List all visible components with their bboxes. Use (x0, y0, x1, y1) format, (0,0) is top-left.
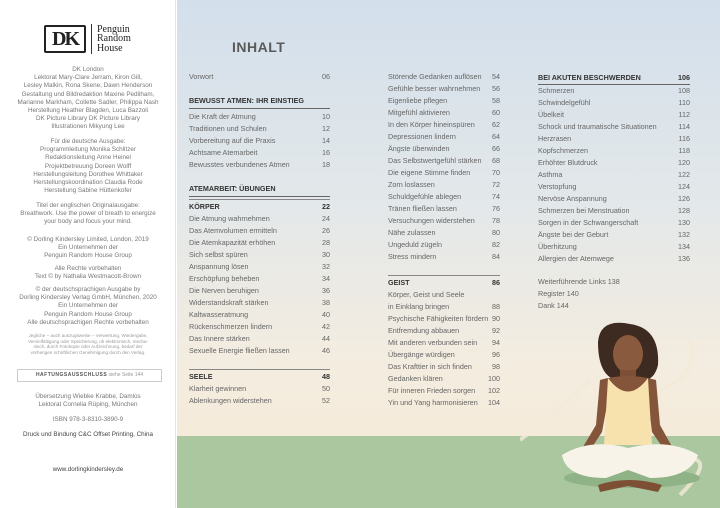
entry-title: Achtsame Atemarbeit (189, 148, 258, 157)
entry-title: Asthma (538, 170, 563, 179)
imprint-line: © der deutschsprachigen Ausgabe by (35, 286, 141, 293)
toc-entry[interactable] (538, 193, 690, 205)
entry-page: 10 (322, 112, 330, 121)
imprint-line: Titel der englischen Originalausgabe: (36, 202, 140, 209)
toc-entry[interactable]: Dank 144 (538, 301, 569, 310)
toc-entry[interactable] (388, 179, 500, 191)
entry-title: Ablenkungen widerstehen (189, 396, 272, 405)
toc-entry[interactable] (388, 373, 500, 385)
entry-title: Schmerzen (538, 86, 575, 95)
entry-page: 116 (678, 134, 690, 143)
entry-page: 58 (492, 96, 500, 105)
imprint-line: Lektorat Mary-Clare Jerram, Kiron Gill, (34, 74, 142, 82)
entry-page: 134 (678, 242, 690, 251)
penguin-random-house-logo: Penguin Random House (97, 23, 131, 54)
entry-page: 132 (678, 230, 690, 239)
entry-title: Traditionen und Schulen (189, 124, 267, 133)
end-links (538, 276, 620, 312)
entry-page: 74 (492, 192, 500, 201)
entry-page: 100 (488, 374, 500, 383)
imprint-line: © Dorling Kindersley Limited, London, 2019 (27, 236, 149, 243)
entry-page: 36 (322, 286, 330, 295)
disclaimer-box: HAFTUNGSAUSSCHLUSS siehe Seite 144 (17, 369, 162, 382)
toc-entry[interactable] (388, 251, 500, 263)
imprint-line: Alle Rechte vorbehalten (54, 265, 122, 272)
imprint-line: Für die deutsche Ausgabe: (50, 138, 126, 145)
toc-entry[interactable] (538, 133, 690, 145)
imprint-line: Projektbetreuung Doreen Wolff (44, 162, 132, 170)
toc-entry[interactable] (189, 159, 330, 171)
entry-page: 52 (322, 396, 330, 405)
toc-column-3 (538, 71, 690, 265)
toc-entry[interactable] (388, 83, 500, 95)
imprint-line: Penguin Random House Group (44, 252, 132, 260)
toc-entry[interactable] (388, 337, 500, 349)
entry-title: Erschöpfung beheben (189, 274, 260, 283)
toc-entry[interactable] (388, 143, 500, 155)
toc-entry[interactable] (189, 111, 330, 123)
toc-entry[interactable] (189, 249, 330, 261)
toc-entry[interactable] (538, 241, 690, 253)
toc-entry[interactable] (388, 71, 500, 83)
entry-title: Das Selbstwertgefühl stärken (388, 156, 482, 165)
entry-title: Übelkeit (538, 110, 564, 119)
toc-entry[interactable] (388, 325, 500, 337)
toc-entry[interactable] (388, 361, 500, 373)
toc-entry[interactable] (388, 203, 500, 215)
entry-title: Mit anderen verbunden sein (388, 338, 478, 347)
translation-credits (4, 393, 172, 409)
entry-page: 60 (492, 108, 500, 117)
entry-title: Sorgen in der Schwangerschaft (538, 218, 639, 227)
entry-page: 94 (492, 338, 500, 347)
entry-title: Stress mindern (388, 252, 437, 261)
entry-page: 122 (678, 170, 690, 179)
entry-page: 26 (322, 226, 330, 235)
entry-title: Ängste überwinden (388, 144, 450, 153)
entry-page: 112 (678, 110, 690, 119)
entry-page: 44 (322, 334, 330, 343)
entry-page: 12 (322, 124, 330, 133)
toc-entry[interactable] (189, 285, 330, 297)
entry-page: 18 (322, 160, 330, 169)
toc-entry[interactable] (388, 397, 500, 409)
dk-logo: DK (44, 25, 86, 53)
entry-page: 126 (678, 194, 690, 203)
website-link[interactable]: www.dorlingkindersley.de (52, 466, 124, 473)
imprint-line: Jegliche – auch auszugsweise – Verwertung, Wiedergabe, (28, 333, 148, 338)
entry-title: Mitgefühl aktivieren (388, 108, 450, 117)
entry-page: 64 (492, 132, 500, 141)
entry-page: 128 (678, 206, 690, 215)
imprint-line: nisch, durch Fotokopie oder Aufzeichnung, bedarf der (33, 344, 143, 349)
entry-title: Yin und Yang harmonisieren (388, 398, 478, 407)
toc-entry[interactable] (538, 145, 690, 157)
entry-title: Depressionen lindern (388, 132, 456, 141)
entry-title: Tränen fließen lassen (388, 204, 457, 213)
imprint-line: Herstellung Sabine Hüttenkofer (44, 187, 132, 195)
entry-title: Ängste bei der Geburt (538, 230, 609, 239)
toc-entry[interactable] (388, 155, 500, 167)
entry-page: 46 (322, 346, 330, 355)
toc-entry[interactable] (388, 227, 500, 239)
toc-entry[interactable] (538, 97, 690, 109)
entry-page: 136 (678, 254, 690, 263)
entry-page: 62 (492, 120, 500, 129)
entry-page: 90 (492, 314, 500, 323)
imprint-line: DK Picture Library DK Picture Library (36, 115, 140, 123)
toc-entry[interactable] (189, 147, 330, 159)
entry-page: 40 (322, 310, 330, 319)
entry-page: 50 (322, 384, 330, 393)
toc-entry[interactable] (538, 85, 690, 97)
entry-title: Die eigene Stimme finden (388, 168, 471, 177)
entry-title: Bewusstes verbundenes Atmen (189, 160, 290, 169)
toc-entry[interactable] (189, 213, 330, 225)
entry-page: 80 (492, 228, 500, 237)
imprint-line: Lektorat Cornelia Rüping, München (38, 401, 138, 409)
imprint-line: Breathwork. Use the power of breath to energize (20, 210, 156, 218)
toc-entry[interactable] (388, 167, 500, 179)
imprint-line: Ein Unternehmen der (58, 302, 118, 310)
toc-entry[interactable] (538, 217, 690, 229)
toc-entry[interactable] (189, 309, 330, 321)
entry-title: Versuchungen widerstehen (388, 216, 475, 225)
toc-entry[interactable] (189, 395, 330, 407)
entry-title: Vorbereitung auf die Praxis (189, 136, 276, 145)
entry-title: Das Atemvolumen ermitteln (189, 226, 277, 235)
toc-entry[interactable]: Weiterführende Links 138 (538, 277, 620, 286)
toc-entry[interactable] (538, 229, 690, 241)
toc-entry[interactable] (388, 107, 500, 119)
imprint-line: Herstellung Heather Blagden, Luca Bazzoli (27, 107, 149, 115)
entry-page: 38 (322, 298, 330, 307)
toc-entry[interactable] (538, 181, 690, 193)
chapter-heading[interactable]: SEELE 48 (189, 369, 330, 383)
entry-page: 120 (678, 158, 690, 167)
entry-title: Störende Gedanken auflösen (388, 72, 482, 81)
entry-page: 96 (492, 350, 500, 359)
imprint-line: Marianne Markham, Collette Sadler, Philippa Nash (17, 98, 159, 106)
toc-entry[interactable] (189, 345, 330, 357)
toc-entry[interactable] (189, 273, 330, 285)
entry-title: Zorn loslassen (388, 180, 435, 189)
chapter-heading[interactable]: GEIST 86 (388, 275, 500, 289)
imprint-line: Lesley Malkin, Rona Skene, Dawn Henderson (23, 82, 153, 90)
imprint-line: Programmleitung Monika Schlitzer (40, 146, 136, 154)
imprint-line: vorherigen schriftlichen Genehmigung durch den Verlag. (30, 349, 146, 355)
entry-title: Schuldgefühle ablegen (388, 192, 462, 201)
entry-title: Gedanken klären (388, 374, 443, 383)
publisher-logo (44, 24, 131, 54)
entry-page: 34 (322, 274, 330, 283)
toc-entry[interactable] (189, 123, 330, 135)
entry-page: 98 (492, 362, 500, 371)
entry-title: Überhitzung (538, 242, 577, 251)
toc-entry[interactable]: Vorwort 06 (189, 72, 330, 81)
toc-entry[interactable] (388, 215, 500, 227)
entry-title: Gefühle besser wahrnehmen (388, 84, 481, 93)
imprint-line: Penguin Random House Group (44, 310, 132, 318)
entry-title: Sich selbst spüren (189, 250, 248, 259)
toc-entry[interactable] (388, 95, 500, 107)
toc-entry[interactable] (189, 225, 330, 237)
toc-entry[interactable] (388, 349, 500, 361)
entry-title: Sexuelle Energie fließen lassen (189, 346, 290, 355)
toc-entry[interactable] (388, 239, 500, 251)
toc-entry[interactable] (538, 157, 690, 169)
toc-entry[interactable] (189, 321, 330, 333)
toc-entry[interactable] (189, 237, 330, 249)
entry-title: Rückenschmerzen lindern (189, 322, 273, 331)
isbn: ISBN 978-3-8310-3890-9 (52, 416, 124, 423)
toc-column-1 (189, 71, 330, 407)
entry-title: Für inneren Frieden sorgen (388, 386, 476, 395)
toc-entry[interactable] (538, 169, 690, 181)
entry-title: Die Atemkapazität erhöhen (189, 238, 276, 247)
entry-title: Schmerzen bei Menstruation (538, 206, 630, 215)
entry-title: Kaltwasseratmung (189, 310, 249, 319)
entry-title: Ungeduld zügeln (388, 240, 442, 249)
entry-page: 82 (492, 240, 500, 249)
entry-title: Das Krafttier in sich finden (388, 362, 472, 371)
entry-page: 54 (492, 72, 500, 81)
toc-entry[interactable] (538, 253, 690, 265)
imprint-line: Alle deutschsprachigen Rechte vorbehalten (27, 318, 149, 326)
entry-page: 30 (322, 250, 330, 259)
toc-entry[interactable] (189, 383, 330, 395)
entry-title: Schwindelgefühl (538, 98, 591, 107)
entry-page: 24 (322, 214, 330, 223)
print-info: Druck und Bindung C&C Offset Printing, China (22, 431, 154, 438)
imprint-line: Herstellungskoordination Claudia Rode (33, 179, 143, 187)
entry-page: 42 (322, 322, 330, 331)
toc-entry[interactable] (538, 109, 690, 121)
copyright-uk (4, 236, 172, 261)
entry-title: Herzrasen (538, 134, 572, 143)
imprint-line: Text © by Nathalia Westmacott-Brown (34, 273, 141, 281)
entry-page: 56 (492, 84, 500, 93)
entry-title: Anspannung lösen (189, 262, 249, 271)
toc-entry[interactable] (538, 121, 690, 133)
entry-title: Psychische Fähigkeiten fördern (388, 314, 489, 323)
section-heading: BEWUSST ATMEN: IHR EINSTIEG (189, 95, 330, 109)
toc-entry[interactable] (189, 261, 330, 273)
entry-title: Erhöhter Blutdruck (538, 158, 598, 167)
entry-title: Schock und traumatische Situationen (538, 122, 657, 131)
imprint-line: Herstellungsleitung Dorothee Whittaker (33, 170, 143, 178)
entry-title: Entfremdung abbauen (388, 326, 460, 335)
meditating-woman-illustration (520, 320, 720, 508)
entry-page: 130 (678, 218, 690, 227)
imprint-line: Dorling Kindersley Verlag GmbH, München, 2020 (19, 294, 157, 302)
toc-entry[interactable] (189, 333, 330, 345)
rights (4, 265, 172, 281)
imprint-line: your body and focus your mind. (44, 218, 132, 226)
entry-title: Eigenliebe pflegen (388, 96, 448, 105)
toc-entry[interactable]: Körper, Geist und Seele in Einklang bringen 88 (388, 290, 500, 311)
entry-page: 92 (492, 326, 500, 335)
entry-page: 104 (488, 398, 500, 407)
imprint-page (0, 0, 176, 508)
toc-entry[interactable] (388, 131, 500, 143)
original-title (4, 202, 172, 227)
imprint-line: DK London (72, 66, 104, 73)
imprint-line: Gestaltung und Bildredaktion Maxine Pedliham, (21, 90, 155, 98)
legal-notice (4, 333, 172, 355)
entry-title: Allergien der Atemwege (538, 254, 614, 263)
imprint-line: Ein Unternehmen der (58, 244, 118, 252)
entry-page: 16 (322, 148, 330, 157)
entry-page: 108 (678, 86, 690, 95)
entry-title: Kopfschmerzen (538, 146, 588, 155)
chapter-heading[interactable]: KÖRPER 22 (189, 199, 330, 213)
entry-page: 76 (492, 204, 500, 213)
imprint-line: Vervielfältigung oder Speicherung, ob elektronisch, mecha- (27, 338, 149, 344)
entry-title: Klarheit gewinnen (189, 384, 247, 393)
toc-column-2 (388, 71, 500, 409)
entry-page: 110 (678, 98, 690, 107)
entry-page: 118 (678, 146, 690, 155)
imprint-line: Übersetzung Wiebke Krabbe, Damlos (35, 393, 141, 400)
toc-entry[interactable] (538, 205, 690, 217)
toc-entry[interactable] (388, 119, 500, 131)
entry-title: Die Atmung wahrnehmen (189, 214, 270, 223)
entry-page: 72 (492, 180, 500, 189)
entry-title: Nervöse Anspannung (538, 194, 607, 203)
page-title: INHALT (232, 39, 286, 55)
uk-credits (4, 66, 172, 132)
german-credits (4, 138, 172, 195)
toc-entry[interactable] (388, 191, 500, 203)
entry-page: 68 (492, 156, 500, 165)
entry-page: 70 (492, 168, 500, 177)
toc-entry[interactable] (388, 313, 500, 325)
toc-entry[interactable] (189, 297, 330, 309)
entry-page: 32 (322, 262, 330, 271)
entry-title: In den Körper hineinspüren (388, 120, 475, 129)
imprint-line: Redaktionsleitung Anne Heinel (45, 154, 131, 162)
copyright-de (4, 286, 172, 327)
entry-title: Die Nerven beruhigen (189, 286, 259, 295)
entry-page: 14 (322, 136, 330, 145)
entry-page: 66 (492, 144, 500, 153)
imprint-line: Illustrationen Mikyung Lee (51, 123, 125, 131)
toc-entry[interactable]: Register 140 (538, 289, 579, 298)
entry-page: 114 (678, 122, 690, 131)
entry-title: Das Innere stärken (189, 334, 250, 343)
entry-page: 78 (492, 216, 500, 225)
section-heading: ATEMARBEIT: ÜBUNGEN (189, 183, 330, 197)
toc-entry[interactable] (388, 385, 500, 397)
entry-page: 84 (492, 252, 500, 261)
entry-title: Nähe zulassen (388, 228, 436, 237)
chapter-heading[interactable]: BEI AKUTEN BESCHWERDEN 106 (538, 71, 690, 85)
entry-page: 102 (488, 386, 500, 395)
entry-page: 124 (678, 182, 690, 191)
entry-title: Widerstandskraft stärken (189, 298, 269, 307)
entry-title: Übergänge würdigen (388, 350, 455, 359)
entry-title: Die Kraft der Atmung (189, 112, 256, 121)
entry-page: 28 (322, 238, 330, 247)
toc-entry[interactable] (189, 135, 330, 147)
entry-title: Verstopfung (538, 182, 577, 191)
